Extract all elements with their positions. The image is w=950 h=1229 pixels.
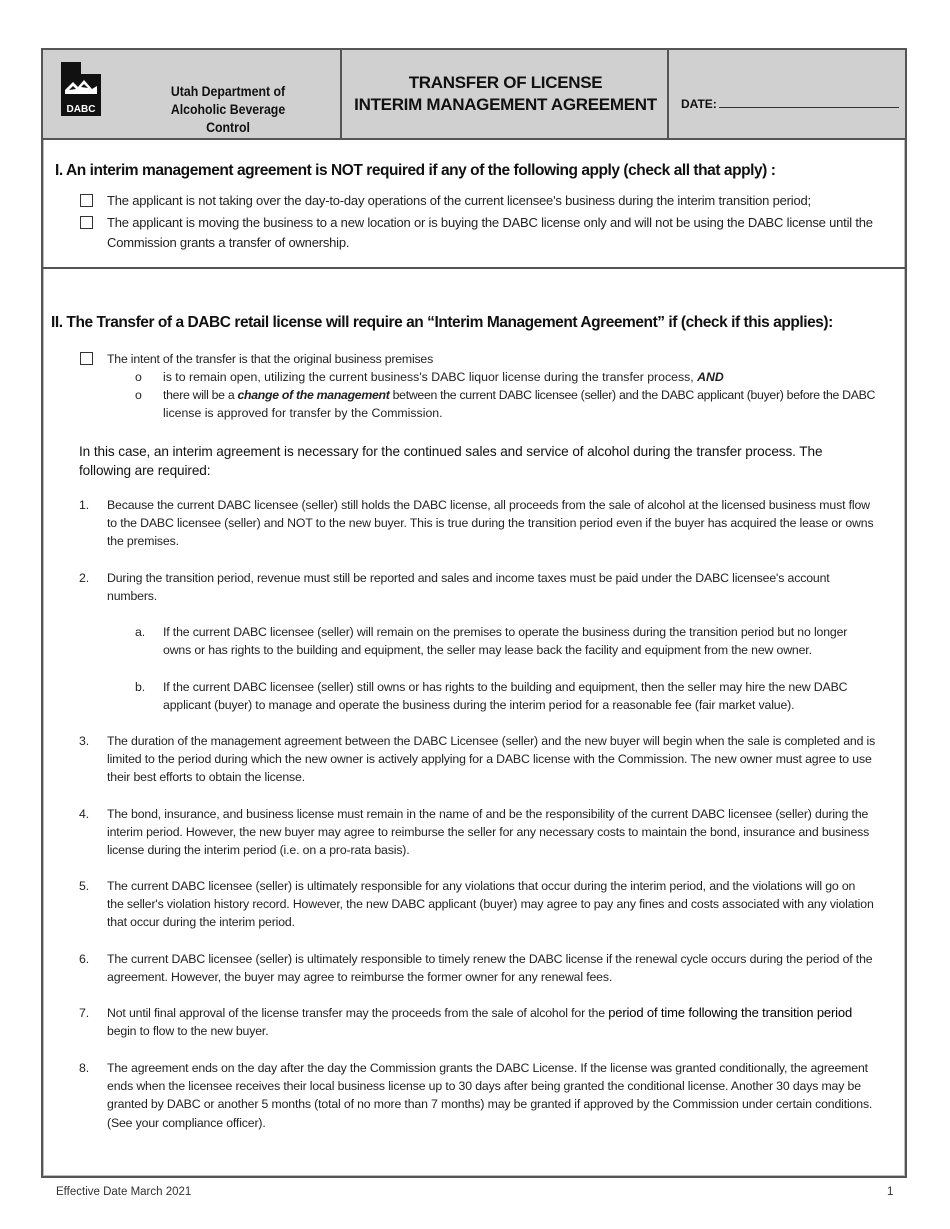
item-text-line: [107, 514, 873, 532]
item-number: 4.: [79, 807, 89, 821]
item-text-line: [107, 913, 295, 931]
item-line-text: begin to flow to the new buyer.: [107, 1024, 269, 1039]
item-text-line: [107, 768, 305, 786]
item-emphasis: period of time following the transition period: [608, 1005, 853, 1020]
item-line-text: If the current DABC licensee (seller) will remain on the premises to operate the business during the transition period but no longer: [163, 625, 848, 639]
item-line-text: limited to the period during which the new owner is actively applying for a DABC license with the Commission. The new owner must agree to use: [107, 752, 872, 767]
item-text-line: [107, 1059, 868, 1077]
bullet-2: [163, 386, 888, 404]
item-line-text: the premises.: [107, 534, 179, 549]
item-number: 6.: [79, 952, 89, 966]
item-line-text: The current DABC licensee (seller) is ultimately responsible for any violations that occur during the interim period, and the violations will go on: [107, 879, 856, 893]
item-line-text: ends when the licensee receives their local business license up to 30 days after being granted the conditional license. Another 30 days may be: [107, 1079, 861, 1094]
section-2-checkbox-item[interactable]: [80, 349, 433, 369]
item-number: 1.: [79, 498, 89, 512]
section-1-option-2[interactable]: [80, 213, 873, 233]
item-line-text: interim period. However, the new buyer may agree to reimburse the seller for any necessary costs to maintain the bond, insurance and business: [107, 825, 870, 840]
item-number: 5.: [79, 879, 89, 893]
checkbox[interactable]: [80, 194, 93, 207]
item-text-line: [163, 678, 847, 696]
item-number: b.: [135, 680, 145, 694]
item-line-text: agreement. However, the buyer may agree to reimburse the former owner for any renewal fees.: [107, 970, 613, 985]
item-text-line: [107, 732, 875, 750]
item-line-text: During the transition period, revenue must still be reported and sales and income taxes must be paid under the DABC licensee's account: [107, 571, 830, 585]
bullet-2-line-2: license is approved for transfer by the Commission.: [163, 406, 443, 420]
section-1-heading: I. An interim management agreement is NOT required if any of the following apply (check all that apply) :: [55, 162, 776, 179]
item-line-text: applicant (buyer) to manage and operate the business during the interim period for a reasonable fee (fair market value).: [163, 698, 795, 713]
option-1-text: The applicant is not taking over the day-to-day operations of the current licensee's business during the interim transition period;: [107, 193, 811, 208]
section-1: [43, 140, 905, 269]
item-text-line: [107, 587, 157, 605]
date-label: DATE:: [681, 97, 717, 111]
item-text-line: [107, 877, 855, 895]
item-text-line: [107, 968, 612, 986]
item-text-line: [107, 1095, 872, 1113]
item-text-line: [107, 950, 872, 968]
date-field[interactable]: [681, 97, 899, 111]
item-number: 7.: [79, 1006, 89, 1020]
intro-line-1: In this case, an interim agreement is necessary for the continued sales and service of alcohol during the transfer process. The: [79, 444, 823, 459]
item-line-text: Not until final approval of the license transfer may the proceeds from the sale of alcohol for the: [107, 1006, 609, 1020]
form-header: [43, 50, 905, 140]
item-text-line: [107, 532, 179, 550]
item-line-text: (See your compliance officer).: [107, 1115, 266, 1130]
item-line-text: license during the interim period (i.e. on a pro-rata basis).: [107, 843, 410, 858]
item-line-text: The bond, insurance, and business license must remain in the name of and be the responsibility of the current DABC licensee (seller) during the: [107, 807, 869, 821]
item-text-line: [163, 696, 794, 714]
title-cell: [342, 50, 669, 138]
title-line-2: INTERIM MANAGEMENT AGREEMENT: [354, 95, 657, 114]
item-line-text: The agreement ends on the day after the day the Commission grants the DABC License. If the license was granted conditionally, the agreement: [107, 1061, 868, 1075]
item-text-line: [107, 1004, 852, 1022]
item-text-line: [163, 641, 812, 659]
item-text-line: [107, 823, 869, 841]
item-number: 8.: [79, 1061, 89, 1075]
item-number: a.: [135, 625, 145, 639]
agency-line-2: Alcoholic Beverage Control: [170, 101, 286, 135]
item-line-text: the seller's violation history record. However, the new DABC applicant (buyer) may agree to pay any fines and costs associated with any violation: [107, 897, 874, 912]
bullet-1: [163, 368, 724, 386]
agency-name: [153, 82, 303, 136]
intro-line-2: following are required:: [79, 463, 211, 478]
item-number: 2.: [79, 571, 89, 585]
checkbox[interactable]: [80, 352, 93, 365]
agency-cell: [43, 50, 342, 138]
section-1-option-1[interactable]: [80, 191, 811, 211]
item-text-line: [107, 895, 874, 913]
footer-page-number: 1: [887, 1186, 894, 1198]
logo-text: DABC: [66, 104, 96, 115]
item-text-line: [107, 750, 872, 768]
bullet-1-emph: AND: [697, 370, 724, 384]
item-text-line: [107, 569, 830, 587]
bullet-2-pre: there will be a: [163, 388, 238, 402]
item-text-line: [107, 1114, 266, 1132]
section-2-heading: II. The Transfer of a DABC retail license will require an “Interim Management Agreement” if (check if this applies):: [51, 314, 833, 331]
form-title: [342, 72, 669, 116]
item-line-text: granted by DABC or another 5 months (total of no more than 7 months) may be granted if approved by the Commission under certain conditions.: [107, 1097, 873, 1112]
option-2-text-line-1: The applicant is moving the business to a new location or is buying the DABC license only and will not be using the DABC license until the: [107, 215, 873, 230]
item-line-text: Because the current DABC licensee (seller) still holds the DABC license, all proceeds from the sale of alcohol at the licensed business must flow: [107, 498, 870, 512]
bullet-2-emph: change of the management: [237, 388, 390, 402]
item-line-text: numbers.: [107, 589, 158, 604]
item-text-line: [107, 496, 870, 514]
bullet-marker-2: o: [135, 388, 142, 402]
bullet-2-post: between the current DABC licensee (seller) and the DABC applicant (buyer) before the DABC: [389, 388, 876, 402]
item-text-line: [107, 1022, 268, 1040]
bullet-1-text: is to remain open, utilizing the current business's DABC liquor license during the transfer process,: [163, 370, 698, 384]
bullet-marker-1: o: [135, 370, 142, 384]
check-item-text: The intent of the transfer is that the original business premises: [107, 352, 434, 366]
checkbox[interactable]: [80, 216, 93, 229]
item-line-text: If the current DABC licensee (seller) still owns or has rights to the building and equipment, then the seller may hire the new DABC: [163, 680, 848, 694]
item-line-text: The current DABC licensee (seller) is ultimately responsible to timely renew the DABC license if the renewal cycle occurs during the period of the: [107, 952, 873, 966]
item-text-line: [163, 623, 847, 641]
item-text-line: [107, 805, 868, 823]
item-line-text: The duration of the management agreement between the DABC Licensee (seller) and the new buyer will begin when the sale is completed and is: [107, 734, 876, 748]
option-2-text-line-2: Commission grants a transfer of ownership.: [107, 235, 350, 250]
item-line-text: their best efforts to obtain the license.: [107, 770, 306, 785]
dabc-logo-icon: [59, 60, 103, 118]
item-line-text: owns or has rights to the building and equipment, the seller may lease back the facility and equipment from the new owner.: [163, 643, 812, 658]
title-line-1: TRANSFER OF LICENSE: [408, 73, 603, 92]
section-1-option-2-cont: [107, 233, 349, 253]
footer-effective-date: Effective Date March 2021: [56, 1186, 192, 1198]
item-line-text: that occur during the interim period.: [107, 915, 295, 930]
date-input-line[interactable]: [719, 97, 899, 108]
item-line-text: to the DABC licensee (seller) and NOT to the new buyer. This is true during the transition period even if the buyer has acquired the lease or owns: [107, 516, 874, 531]
item-number: 3.: [79, 734, 89, 748]
date-cell: [669, 50, 905, 138]
item-text-line: [107, 841, 410, 859]
agency-line-1: Utah Department of: [170, 83, 286, 99]
item-text-line: [107, 1077, 861, 1095]
